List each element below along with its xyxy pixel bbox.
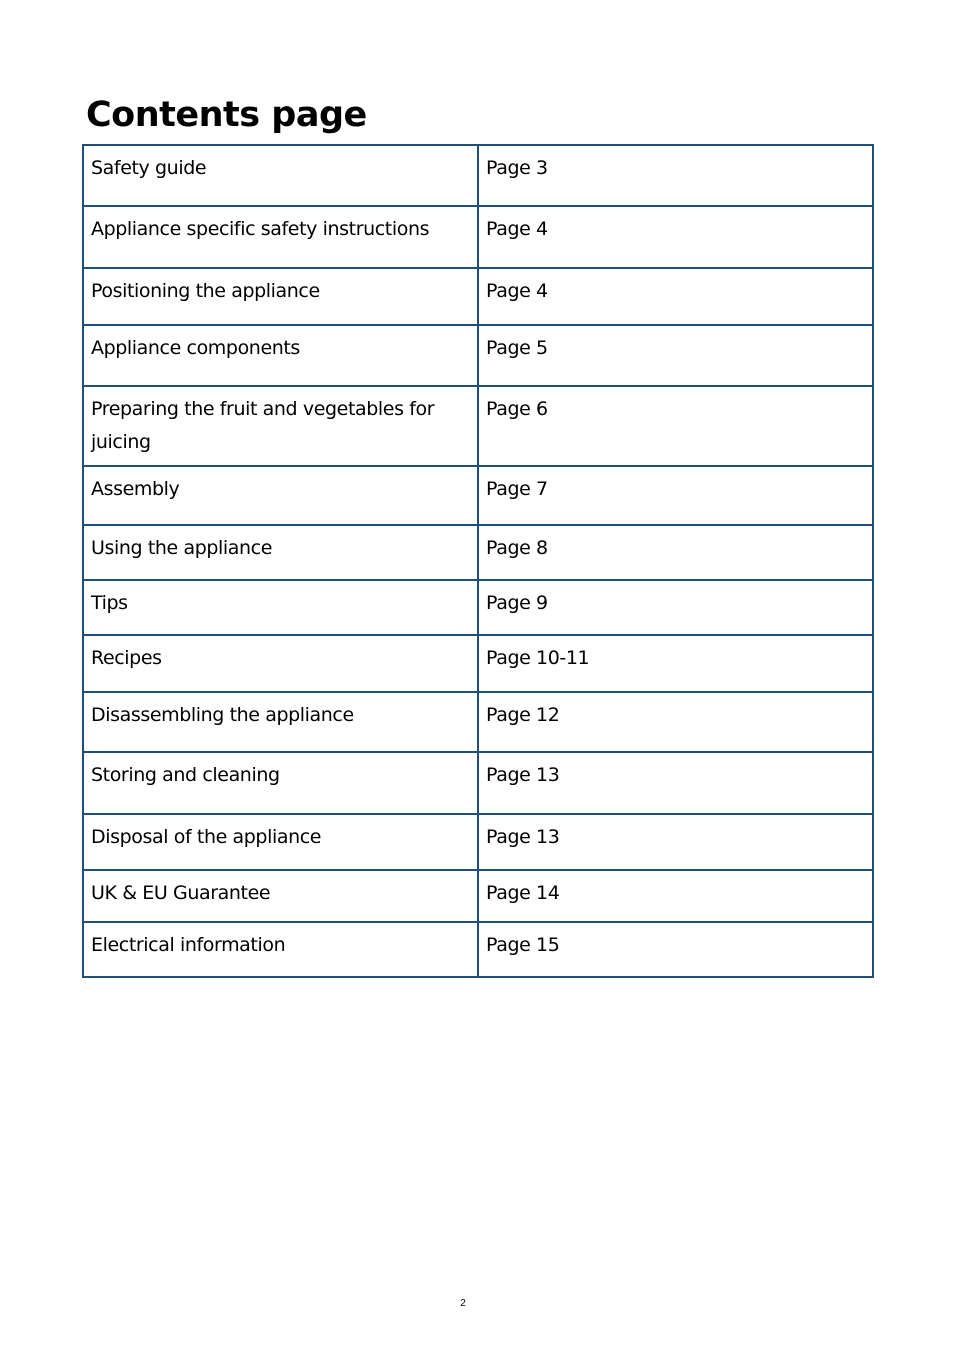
page-ref-cell bbox=[478, 752, 873, 814]
section-title-cell bbox=[83, 580, 478, 635]
section-title-cell bbox=[83, 814, 478, 870]
table-row bbox=[83, 268, 873, 325]
page-reference: Page 10-11 bbox=[486, 647, 590, 669]
page-ref-cell bbox=[478, 386, 873, 466]
section-title: Appliance specific safety instructions bbox=[91, 218, 430, 240]
page-ref-cell bbox=[478, 870, 873, 922]
section-title: Positioning the appliance bbox=[91, 280, 320, 302]
page-reference: Page 6 bbox=[486, 398, 548, 420]
page-reference: Page 15 bbox=[486, 934, 560, 956]
page-ref-cell bbox=[478, 206, 873, 268]
section-title: Recipes bbox=[91, 647, 162, 669]
page-reference: Page 14 bbox=[486, 882, 560, 904]
table-row bbox=[83, 466, 873, 525]
page-ref-cell bbox=[478, 145, 873, 206]
section-title-cell bbox=[83, 386, 478, 466]
contents-table bbox=[82, 144, 874, 978]
table-row bbox=[83, 870, 873, 922]
section-title-cell bbox=[83, 922, 478, 977]
section-title-cell bbox=[83, 325, 478, 386]
section-title-cell bbox=[83, 635, 478, 692]
page-reference: Page 8 bbox=[486, 537, 548, 559]
table-row bbox=[83, 206, 873, 268]
section-title-cell bbox=[83, 145, 478, 206]
page-reference: Page 4 bbox=[486, 218, 548, 240]
section-title-cell bbox=[83, 525, 478, 580]
section-title-cell bbox=[83, 752, 478, 814]
table-row bbox=[83, 922, 873, 977]
page-reference: Page 3 bbox=[486, 157, 548, 179]
section-title: Disposal of the appliance bbox=[91, 826, 322, 848]
page-reference: Page 5 bbox=[486, 337, 548, 359]
section-title-cell bbox=[83, 692, 478, 752]
table-row bbox=[83, 814, 873, 870]
table-row bbox=[83, 525, 873, 580]
section-title: Tips bbox=[91, 592, 128, 614]
page-ref-cell bbox=[478, 922, 873, 977]
table-row bbox=[83, 145, 873, 206]
table-row bbox=[83, 386, 873, 466]
section-title: Preparing the fruit and vegetables for juicing bbox=[91, 398, 435, 453]
page-reference: Page 4 bbox=[486, 280, 548, 302]
section-title: Storing and cleaning bbox=[91, 764, 280, 786]
page-reference: Page 13 bbox=[486, 764, 560, 786]
section-title: Assembly bbox=[91, 478, 180, 500]
section-title: Appliance components bbox=[91, 337, 300, 359]
page-ref-cell bbox=[478, 466, 873, 525]
page-ref-cell bbox=[478, 525, 873, 580]
section-title: UK & EU Guarantee bbox=[91, 882, 271, 904]
page-ref-cell bbox=[478, 635, 873, 692]
page-ref-cell bbox=[478, 580, 873, 635]
page-ref-cell bbox=[478, 814, 873, 870]
page-reference: Page 7 bbox=[486, 478, 548, 500]
section-title-cell bbox=[83, 206, 478, 268]
section-title: Safety guide bbox=[91, 157, 207, 179]
page-ref-cell bbox=[478, 692, 873, 752]
section-title-cell bbox=[83, 870, 478, 922]
table-row bbox=[83, 752, 873, 814]
table-row bbox=[83, 692, 873, 752]
page-title: Contents page bbox=[86, 95, 367, 135]
section-title: Disassembling the appliance bbox=[91, 704, 354, 726]
page-reference: Page 9 bbox=[486, 592, 548, 614]
section-title-cell bbox=[83, 466, 478, 525]
section-title: Using the appliance bbox=[91, 537, 272, 559]
page-ref-cell bbox=[478, 268, 873, 325]
section-title-cell bbox=[83, 268, 478, 325]
page-ref-cell bbox=[478, 325, 873, 386]
table-row bbox=[83, 325, 873, 386]
table-row bbox=[83, 635, 873, 692]
page-reference: Page 13 bbox=[486, 826, 560, 848]
page-reference: Page 12 bbox=[486, 704, 560, 726]
table-row bbox=[83, 580, 873, 635]
section-title: Electrical information bbox=[91, 934, 286, 956]
page-number: 2 bbox=[460, 1298, 466, 1309]
